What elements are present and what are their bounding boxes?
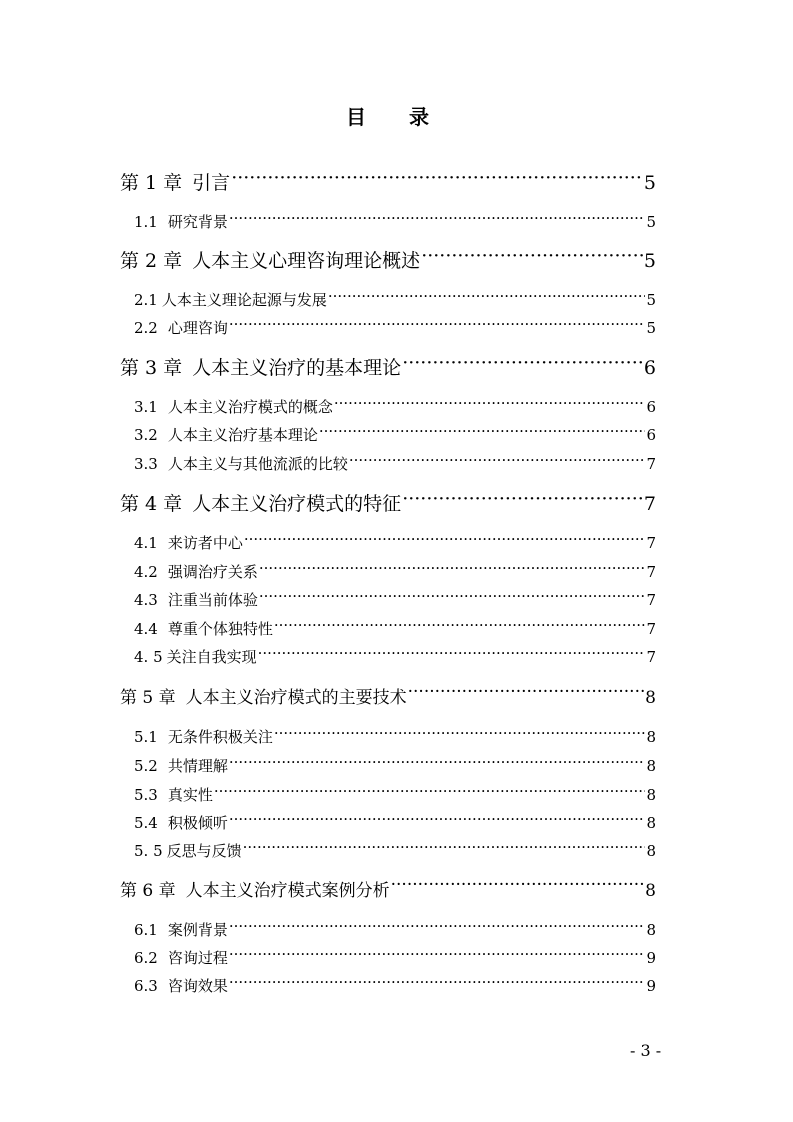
toc-entry-page: 7 [646, 591, 656, 609]
toc-entry-number: 4.2 [134, 563, 158, 581]
toc-dot-leader [229, 212, 646, 227]
toc-entry-page: 8 [645, 688, 656, 708]
toc-dot-leader [259, 562, 646, 577]
toc-entry-page: 8 [646, 814, 656, 832]
toc-entry-number: 5.2 [134, 757, 158, 775]
toc-section-2-2[interactable] [134, 317, 656, 339]
toc-section-5-1[interactable] [134, 726, 656, 748]
toc-entry-page: 5 [646, 291, 656, 309]
toc-entry-text: 人本主义治疗模式案例分析 [185, 881, 390, 901]
toc-entry-page: 7 [646, 620, 656, 638]
toc-dot-leader [229, 920, 646, 935]
toc-section-5-3[interactable] [134, 784, 656, 806]
toc-entry-number: 3.2 [134, 426, 158, 444]
toc-entry-number: 第 2 章 [120, 250, 183, 272]
toc-section-4-5[interactable] [134, 646, 656, 668]
toc-dot-leader [402, 355, 643, 374]
toc-entry-number: 1.1 [134, 213, 158, 231]
toc-entry-page: 7 [646, 455, 656, 473]
toc-entry-page: 7 [646, 534, 656, 552]
toc-section-1-1[interactable] [134, 211, 656, 233]
toc-entry-number: 4.3 [134, 591, 158, 609]
toc-entry-number: 2.1 [134, 291, 158, 309]
toc-entry-number: 4.1 [134, 534, 158, 552]
toc-entry-text: 咨询效果 [167, 977, 228, 995]
toc-section-5-2[interactable] [134, 755, 656, 777]
toc-dot-leader [274, 619, 646, 634]
toc-section-3-3[interactable] [134, 453, 656, 475]
toc-section-4-3[interactable] [134, 589, 656, 611]
toc-entry-text: 强调治疗关系 [167, 563, 258, 581]
toc-section-6-3[interactable] [134, 975, 656, 997]
toc-dot-leader [408, 686, 645, 703]
toc-entry-page: 9 [646, 977, 656, 995]
toc-entry-text: 注重当前体验 [167, 591, 258, 609]
toc-entry-number: 5.3 [134, 786, 158, 804]
toc-entry-page: 9 [646, 949, 656, 967]
toc-dot-leader [391, 879, 645, 896]
toc-entry-number: 6.3 [134, 977, 158, 995]
toc-section-4-4[interactable] [134, 618, 656, 640]
toc-dot-leader [402, 491, 643, 510]
toc-entry-page: 6 [643, 357, 656, 379]
toc-dot-leader [229, 976, 646, 991]
toc-dot-leader [229, 756, 646, 771]
toc-dot-leader [229, 948, 646, 963]
toc-dot-leader [274, 727, 646, 742]
toc-entry-text: 关注自我实现 [166, 648, 257, 666]
toc-entry-number: 3.1 [134, 398, 158, 416]
page-number: - 3 - [630, 1041, 662, 1060]
toc-chapter-1[interactable] [120, 170, 656, 196]
toc-dot-leader [319, 425, 646, 440]
toc-entry-text: 来访者中心 [167, 534, 243, 552]
toc-entry-page: 8 [646, 921, 656, 939]
toc-entry-number: 5.4 [134, 814, 158, 832]
toc-entry-text: 积极倾听 [167, 814, 228, 832]
toc-section-6-1[interactable] [134, 919, 656, 941]
toc-entry-page: 5 [643, 250, 656, 272]
toc-entry-page: 8 [646, 842, 656, 860]
toc-entry-text: 真实性 [167, 786, 213, 804]
toc-dot-leader [214, 785, 646, 800]
toc-entry-number: 4. 5 [134, 648, 163, 666]
toc-section-4-2[interactable] [134, 561, 656, 583]
toc-entry-page: 5 [646, 213, 656, 231]
toc-entry-number: 第 3 章 [120, 357, 183, 379]
toc-entry-number: 5. 5 [134, 842, 163, 860]
toc-entry-text: 人本主义理论起源与发展 [161, 291, 327, 309]
toc-dot-leader [328, 290, 646, 305]
toc-entry-page: 6 [646, 398, 656, 416]
toc-entry-page: 8 [646, 757, 656, 775]
toc-section-2-1[interactable] [134, 289, 656, 311]
toc-section-5-5[interactable] [134, 840, 656, 862]
toc-dot-leader [421, 248, 643, 267]
toc-entry-text: 引言 [192, 172, 231, 194]
toc-section-4-1[interactable] [134, 532, 656, 554]
toc-chapter-6[interactable] [120, 878, 656, 904]
toc-dot-leader [231, 170, 643, 189]
toc-entry-number: 5.1 [134, 728, 158, 746]
toc-dot-leader [229, 813, 646, 828]
toc-title: 目 录 [346, 105, 447, 129]
toc-entry-text: 案例背景 [167, 921, 228, 939]
toc-entry-page: 8 [646, 728, 656, 746]
toc-entry-number: 第 6 章 [120, 881, 176, 901]
toc-entry-text: 反思与反馈 [166, 842, 242, 860]
toc-entry-text: 人本主义心理咨询理论概述 [192, 250, 421, 272]
toc-entry-text: 心理咨询 [167, 319, 228, 337]
toc-chapter-5[interactable] [120, 685, 656, 711]
toc-entry-number: 6.2 [134, 949, 158, 967]
toc-entry-text: 人本主义治疗模式的特征 [192, 493, 402, 515]
toc-entry-page: 7 [643, 493, 656, 515]
toc-entry-number: 6.1 [134, 921, 158, 939]
toc-section-6-2[interactable] [134, 947, 656, 969]
toc-chapter-3[interactable] [120, 355, 656, 381]
toc-dot-leader [244, 533, 646, 548]
toc-section-3-1[interactable] [134, 396, 656, 418]
toc-entry-number: 3.3 [134, 455, 158, 473]
toc-chapter-2[interactable] [120, 248, 656, 274]
toc-entry-page: 7 [646, 648, 656, 666]
toc-entry-page: 7 [646, 563, 656, 581]
toc-entry-page: 6 [646, 426, 656, 444]
toc-dot-leader [229, 318, 646, 333]
toc-section-5-4[interactable] [134, 812, 656, 834]
toc-dot-leader [349, 454, 646, 469]
toc-section-3-2[interactable] [134, 424, 656, 446]
toc-entry-text: 人本主义治疗模式的主要技术 [185, 688, 407, 708]
toc-chapter-4[interactable] [120, 491, 656, 517]
toc-entry-text: 人本主义治疗基本理论 [167, 426, 318, 444]
toc-dot-leader [334, 397, 646, 412]
toc-dot-leader [243, 841, 646, 856]
toc-entry-text: 人本主义治疗的基本理论 [192, 357, 402, 379]
toc-entry-text: 人本主义治疗模式的概念 [167, 398, 333, 416]
toc-entry-number: 第 5 章 [120, 688, 176, 708]
toc-entry-page: 8 [646, 786, 656, 804]
toc-entry-text: 研究背景 [167, 213, 228, 231]
toc-entry-number: 第 4 章 [120, 493, 183, 515]
toc-entry-number: 2.2 [134, 319, 158, 337]
toc-dot-leader [259, 590, 646, 605]
toc-entry-text: 尊重个体独特性 [167, 620, 273, 638]
toc-entry-text: 人本主义与其他流派的比较 [167, 455, 348, 473]
toc-entry-page: 8 [645, 881, 656, 901]
toc-dot-leader [258, 647, 646, 662]
toc-entry-text: 共情理解 [167, 757, 228, 775]
toc-entry-page: 5 [643, 172, 656, 194]
toc-entry-text: 咨询过程 [167, 949, 228, 967]
toc-entry-text: 无条件积极关注 [167, 728, 273, 746]
toc-entry-page: 5 [646, 319, 656, 337]
toc-entry-number: 4.4 [134, 620, 158, 638]
toc-entry-number: 第 1 章 [120, 172, 183, 194]
